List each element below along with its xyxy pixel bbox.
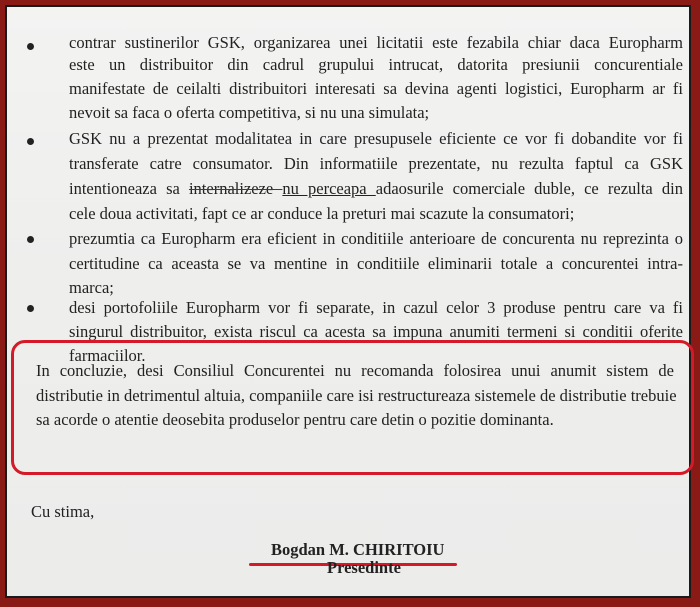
- document-page: [5, 5, 691, 598]
- text-line: transferate catre consumator. Din informatiile prezentate, nu rezulta faptul ca GSK: [69, 154, 683, 173]
- text-line: marca;: [69, 278, 114, 297]
- line-text-after: adaosurile comerciale duble, ce rezulta din: [375, 179, 683, 198]
- text-line: desi portofoliile Europharm vor fi separate, in cazul celor 3 produse pentru care va fi: [69, 298, 683, 317]
- text-line: certitudine ca aceasta se va mentine in conditiile eliminarii totale a concurentei intra-: [69, 254, 683, 273]
- conclusion-line: sa acorde o atentie deosebita produselor pentru care detin o pozitie dominanta.: [36, 410, 554, 429]
- text-line: manifestate de ceilalti distribuitori interesati sa devina agenti logistici, Europharm ar fi: [69, 79, 683, 98]
- text-line: este un distribuitor din cadrul grupului intrucat, datorita presiunii concurentiale: [69, 55, 683, 74]
- text-line: GSK nu a prezentat modalitatea in care presupusele eficiente ce vor fi dobandite vor fi: [69, 129, 683, 148]
- conclusion-line: distributie in detrimentul altuia, companiile care isi restructureaza sistemele de distributie trebuie: [36, 386, 677, 405]
- struck-word: internalizeze: [188, 179, 283, 198]
- signatory-name: Bogdan M. CHIRITOIU: [271, 540, 445, 559]
- text-line: contrar sustinerilor GSK, organizarea unei licitatii este fezabila chiar daca Europharm: [69, 33, 683, 52]
- text-line: farmaciilor.: [69, 346, 146, 365]
- bullet-point-icon: [27, 305, 34, 312]
- text-line: cele doua activitati, fapt ce ar conduce la preturi mai scazute la consumatori;: [69, 204, 575, 223]
- inserted-word: nu perceapa: [282, 179, 376, 198]
- text-line-edited: [69, 178, 683, 200]
- text-line: prezumtia ca Europharm era eficient in conditiile anterioare de concurenta nu reprezinta o: [69, 229, 683, 248]
- text-line: singurul distribuitor, exista riscul ca acesta sa impuna anumiti termeni si conditii oferite: [69, 322, 683, 341]
- bullet-point-icon: [27, 43, 34, 50]
- closing-salutation: Cu stima,: [31, 502, 95, 521]
- conclusion-highlight-box: [11, 340, 694, 475]
- line-text-before: intentioneaza sa: [69, 179, 189, 198]
- bullet-point-icon: [27, 236, 34, 243]
- signatory-title: Presedinte: [327, 558, 401, 577]
- conclusion-line: In concluzie, desi Consiliul Concurentei nu recomanda folosirea unui anumit sistem de: [36, 361, 674, 380]
- bullet-point-icon: [27, 138, 34, 145]
- text-line: nevoit sa faca o oferta competitiva, si nu una simulata;: [69, 103, 430, 122]
